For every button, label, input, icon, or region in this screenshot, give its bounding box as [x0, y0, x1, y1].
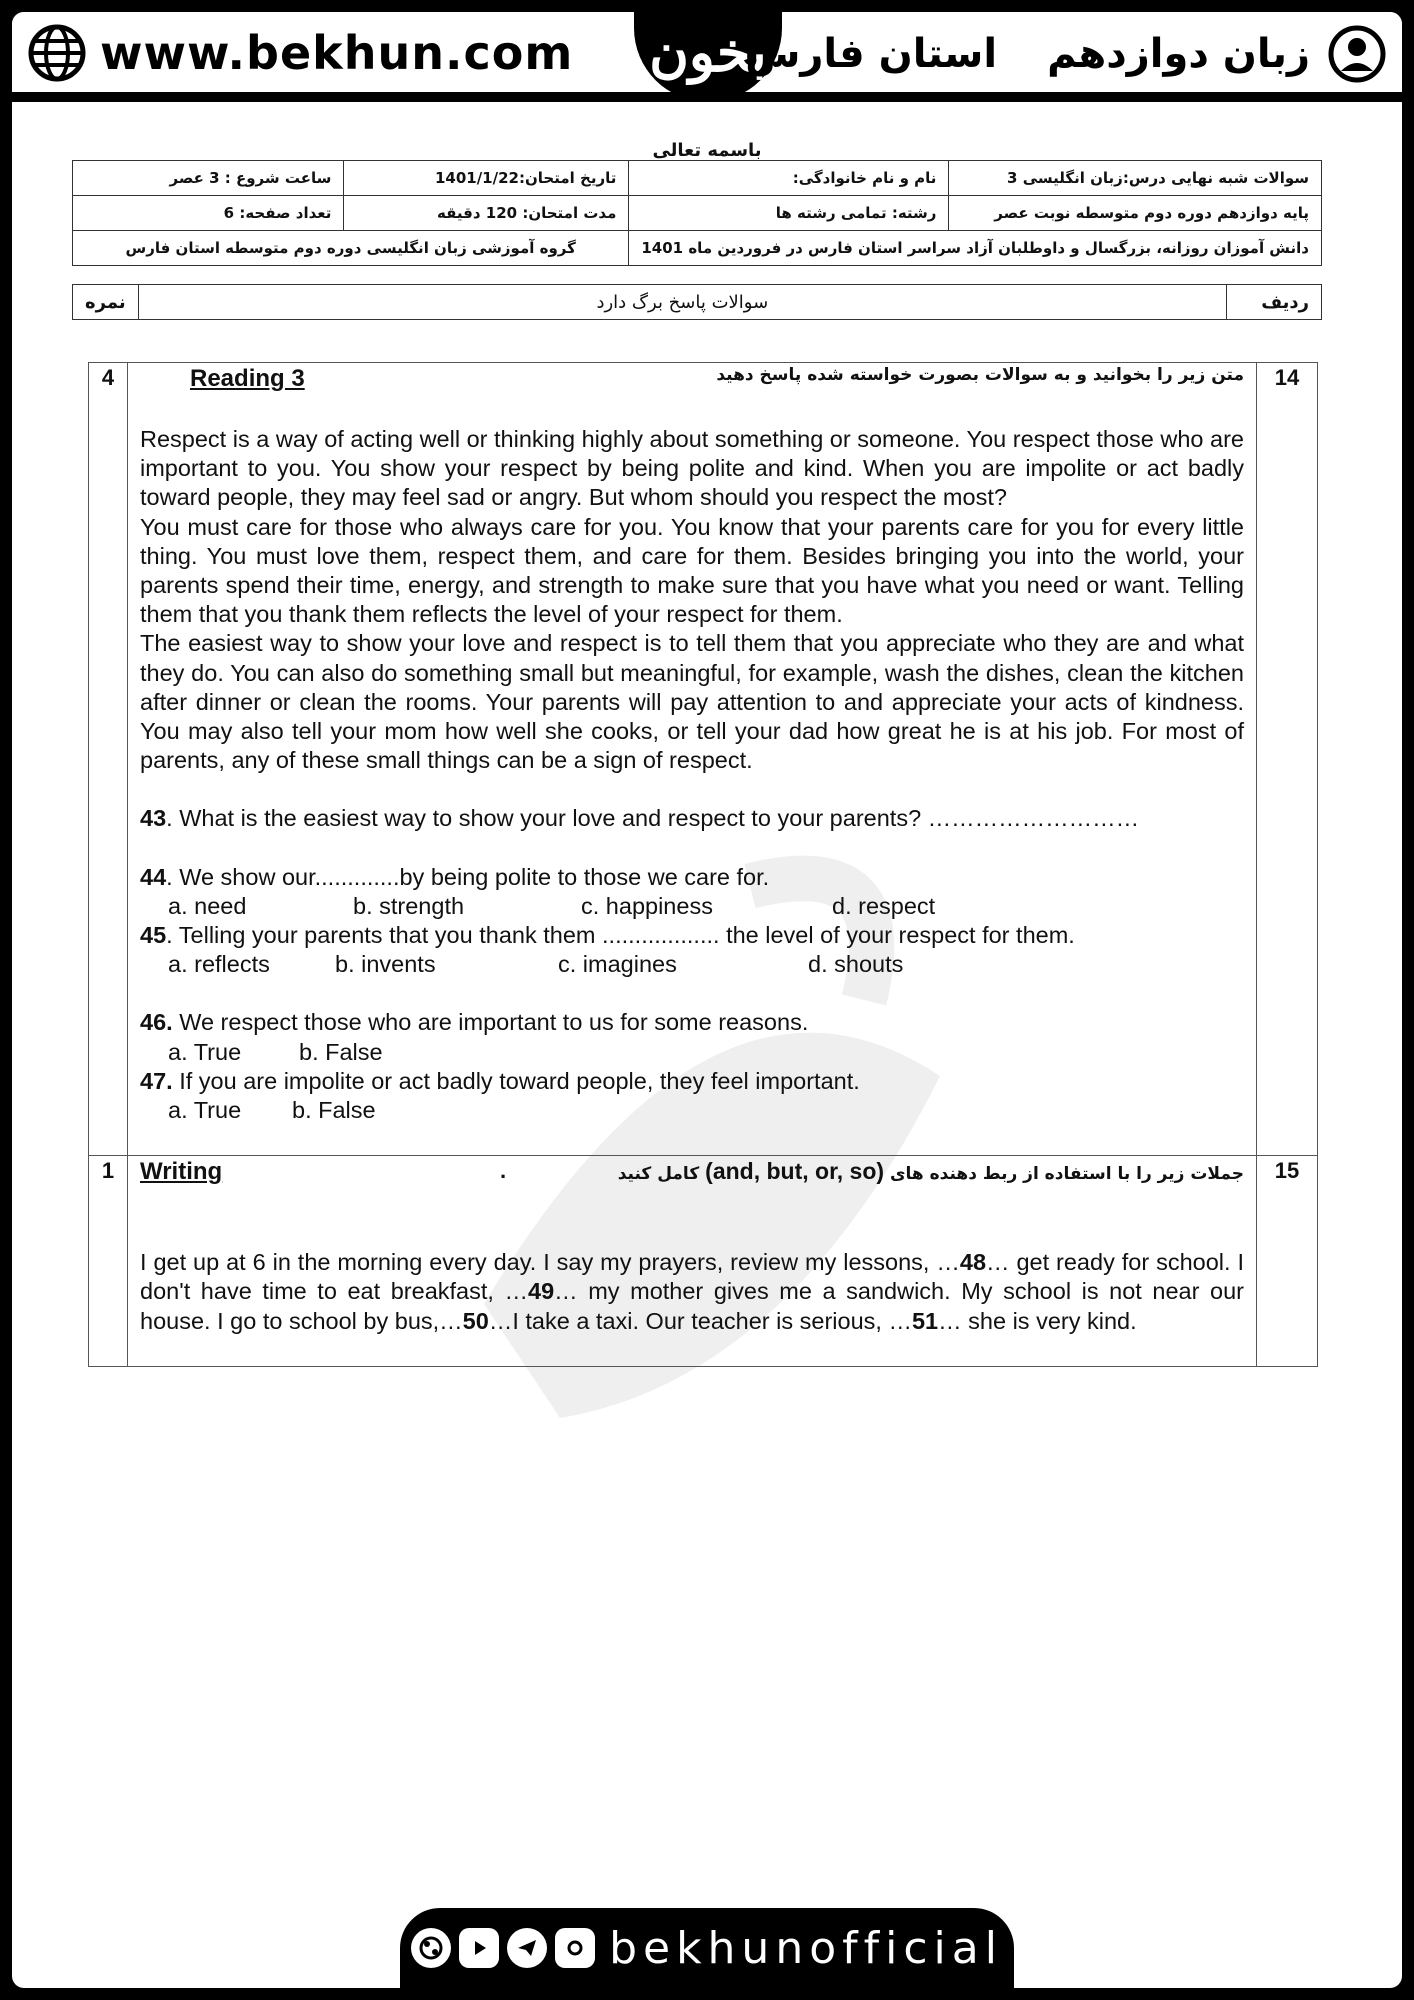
info-cell: گروه آموزشی زبان انگلیسی دوره دوم متوسطه استان فارس — [73, 231, 629, 266]
user-icon — [1328, 25, 1386, 83]
question-46 — [140, 1008, 1244, 1037]
option[interactable]: a. True — [168, 1038, 242, 1065]
blank-48: 48 — [959, 1249, 987, 1276]
exam-page — [12, 12, 1402, 1988]
writing-section — [128, 1156, 1257, 1367]
info-cell: تعداد صفحه: 6 — [73, 196, 344, 231]
telegram-icon[interactable] — [507, 1928, 547, 1968]
info-cell: ساعت شروع : 3 عصر — [73, 161, 344, 196]
passage-paragraph: You must care for those who always care for you. You know that your parents care for you for every little thing. You must love them, respect them, and care for them. Besides bringing you into the world, your parents spend their time, energy, and strength to make sure that you have what you need or want. Telling them that you thank them reflects the level of your respect for them. — [140, 513, 1244, 628]
reading-title: Reading 3 — [190, 365, 305, 392]
writing-score: 1 — [89, 1156, 128, 1367]
social-footer — [400, 1908, 1014, 1988]
instruction-part: جملات زیر را با استفاده از ربط دهنده های — [889, 1164, 1244, 1185]
question-44 — [140, 863, 1244, 892]
passage-paragraph: Respect is a way of acting well or thinking highly about something or someone. You respect those who are important to you. You show your respect by being polite and kind. When you are impolite or act badly toward people, they may feel sad or angry. But whom should you respect the most? — [140, 426, 1244, 511]
question-text: If you are impolite or act badly toward people, they feel important. — [172, 1067, 860, 1094]
option[interactable]: d. respect — [832, 892, 936, 919]
writing-dot: . — [500, 1158, 507, 1184]
reading-score: 4 — [89, 363, 128, 1156]
questions-table — [88, 362, 1318, 1367]
question-47-options — [168, 1096, 1244, 1125]
text-segment: …I take a taxi. Our teacher is serious, … — [488, 1307, 912, 1334]
blank-50: 50 — [462, 1307, 489, 1334]
question-text: We respect those who are important to us for some reasons. — [172, 1009, 809, 1036]
province-title: استان فارس — [745, 31, 998, 77]
question-number: 46. — [140, 1009, 173, 1036]
logo-text: بخون — [649, 22, 767, 83]
aparat-icon[interactable] — [411, 1928, 451, 1968]
writing-instruction — [618, 1158, 1244, 1185]
instruction-connectors: (and, but, or, so) — [705, 1158, 885, 1185]
website-link[interactable] — [28, 22, 573, 84]
writing-title: Writing — [140, 1158, 223, 1186]
reading-passage — [140, 425, 1244, 775]
question-text: . What is the easiest way to show your love and respect to your parents? ……………………… — [166, 805, 1140, 832]
header-title — [745, 24, 1386, 84]
option[interactable]: b. invents — [335, 951, 436, 978]
question-number: 45 — [140, 922, 167, 949]
question-47 — [140, 1067, 1244, 1096]
question-45 — [140, 921, 1244, 950]
social-handle[interactable]: bekhunofficial — [609, 1922, 1003, 1974]
question-number: 47. — [140, 1067, 173, 1094]
question-46-options — [168, 1038, 1244, 1067]
reading-section — [128, 363, 1257, 1156]
info-cell: دانش آموزان روزانه، بزرگسال و داوطلبان آزاد سراسر استان فارس در فروردین ماه 1401 — [629, 231, 1322, 266]
info-cell: تاریخ امتحان:1401/1/22 — [344, 161, 629, 196]
info-cell: پایه دوازدهم دوره دوم متوسطه نوبت عصر — [949, 196, 1322, 231]
blank-51: 51 — [911, 1307, 939, 1334]
subject-title: زبان دوازدهم — [1047, 31, 1310, 77]
question-number: 43 — [140, 805, 167, 832]
question-number: 44 — [140, 863, 167, 890]
instagram-icon[interactable] — [555, 1928, 595, 1968]
option[interactable]: c. happiness — [581, 892, 713, 919]
writing-text — [140, 1248, 1244, 1336]
option[interactable]: a. True — [168, 1097, 242, 1124]
row-label: ردیف — [1227, 285, 1322, 320]
option[interactable]: b. False — [292, 1097, 376, 1124]
bismillah: باسمه تعالی — [652, 140, 762, 161]
text-segment: … my mother gives me a sandwich. My school is not near our house. I go to school by bus,… — [140, 1278, 1244, 1334]
exam-info-table — [72, 160, 1322, 266]
question-44-options — [168, 892, 1244, 921]
option[interactable]: b. strength — [353, 892, 465, 919]
website-text: www.bekhun.com — [100, 26, 574, 80]
globe-icon — [28, 24, 86, 82]
reading-row-number: 14 — [1257, 363, 1318, 1156]
question-text: . We show our.............by being polite to those we care for. — [166, 863, 770, 890]
passage-paragraph: The easiest way to show your love and respect is to tell them that you appreciate who they are and what they do. You can also do something small but meaningful, for example, wash the dishes, clean the kitchen after dinner or clean the rooms. Your parents will pay attention to and appreciate your acts of kindness. You may also tell your mom how well she cooks, or tell your dad how great he is at his job. For most of parents, any of these small things can be a sign of respect. — [140, 630, 1244, 774]
info-cell: سوالات شبه نهایی درس:زبان انگلیسی 3 — [949, 161, 1322, 196]
text-segment: … she is very kind. — [938, 1307, 1137, 1334]
writing-row-number: 15 — [1257, 1156, 1318, 1367]
reading-instruction: متن زیر را بخوانید و به سوالات بصورت خواسته شده پاسخ دهید — [716, 365, 1244, 385]
instruction-part: کامل کنید — [617, 1164, 700, 1185]
blank-49: 49 — [528, 1278, 555, 1305]
text-segment: … get ready for school. I don't have time to eat breakfast, … — [140, 1249, 1244, 1305]
option[interactable]: b. False — [299, 1038, 383, 1065]
answer-sheet-note: سوالات پاسخ برگ دارد — [138, 285, 1226, 320]
option[interactable]: a. need — [168, 892, 247, 919]
option[interactable]: a. reflects — [168, 951, 270, 978]
question-text: . Telling your parents that you thank them .................. the level of your respect for them. — [166, 922, 1075, 949]
score-label: نمره — [73, 285, 139, 320]
youtube-icon[interactable] — [459, 1928, 499, 1968]
column-header-table — [72, 284, 1322, 320]
option[interactable]: c. imagines — [558, 951, 677, 978]
info-cell: مدت امتحان: 120 دقیقه — [344, 196, 629, 231]
question-43 — [140, 804, 1244, 833]
text-segment: I get up at 6 in the morning every day. I say my prayers, review my lessons, … — [140, 1249, 960, 1276]
writing-paragraph — [140, 1248, 1244, 1336]
question-45-options — [168, 950, 1244, 979]
top-banner — [12, 12, 1402, 102]
option[interactable]: d. shouts — [808, 951, 904, 978]
info-cell: نام و نام خانوادگی: — [629, 161, 949, 196]
info-cell: رشته: تمامی رشته ها — [629, 196, 949, 231]
